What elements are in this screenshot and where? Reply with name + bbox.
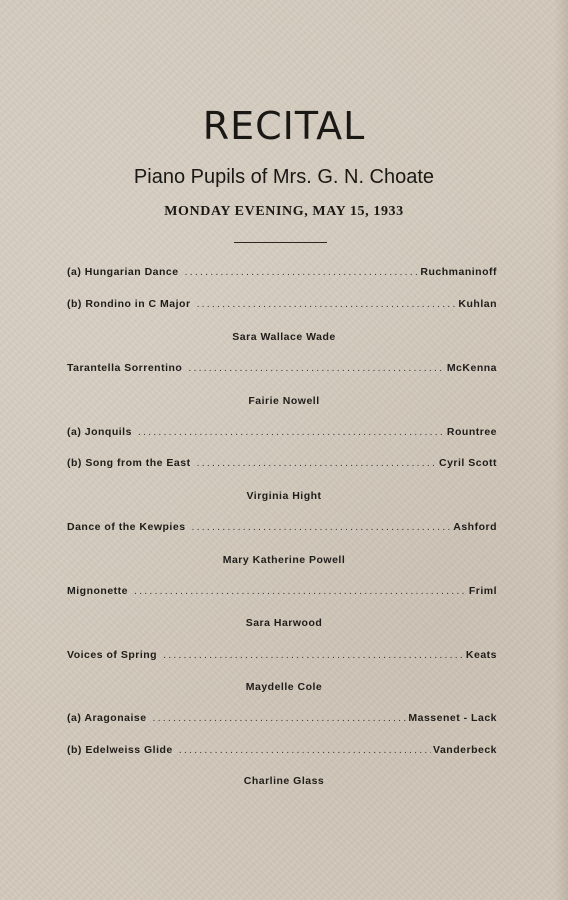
composer-name: Massenet - Lack (408, 712, 497, 724)
program-row (67, 649, 497, 665)
performer-name: Fairie Nowell (248, 395, 320, 407)
dot-leader (179, 744, 431, 756)
program-row (67, 266, 497, 282)
piece-title: Voices of Spring (67, 649, 158, 661)
composer-name: Cyril Scott (438, 457, 497, 469)
dot-leader (185, 266, 419, 278)
piece-title: Tarantella Sorrentino (67, 362, 183, 374)
composer-name: Keats (465, 649, 497, 661)
program-row (67, 744, 497, 760)
dot-leader (153, 712, 407, 724)
performer-name: Virginia Hight (246, 490, 322, 502)
program-row (67, 298, 497, 314)
dot-leader (197, 298, 457, 310)
composer-name: Ashford (453, 521, 497, 533)
program-row (67, 457, 497, 473)
performer-name: Mary Katherine Powell (222, 554, 346, 566)
composer-name: McKenna (446, 362, 497, 374)
program-row (67, 426, 497, 442)
program-row (67, 362, 497, 378)
dot-leader (188, 362, 444, 374)
event-date: MONDAY EVENING, MAY 15, 1933 (164, 204, 404, 219)
dot-leader (134, 585, 467, 597)
page-title: RECITAL (202, 104, 366, 148)
piece-title: Dance of the Kewpies (67, 521, 186, 533)
composer-name: Friml (468, 585, 497, 597)
composer-name: Kuhlan (458, 298, 497, 310)
dot-leader (138, 426, 445, 438)
piece-title: (a) Jonquils (67, 426, 132, 438)
program-row (67, 712, 497, 728)
dot-leader (192, 521, 452, 533)
performer-name: Maydelle Cole (245, 681, 323, 693)
dot-leader (197, 457, 437, 469)
composer-name: Vanderbeck (433, 744, 497, 756)
piece-title: (b) Edelweiss Glide (67, 744, 173, 756)
program-row (67, 585, 497, 601)
program-row (67, 521, 497, 537)
dot-leader (163, 649, 464, 661)
piece-title: (a) Aragonaise (67, 712, 147, 724)
piece-title: (b) Song from the East (67, 457, 191, 469)
divider (234, 242, 327, 243)
performer-name: Sara Harwood (245, 617, 323, 629)
page-subtitle: Piano Pupils of Mrs. G. N. Choate (133, 166, 435, 188)
performer-name: Sara Wallace Wade (232, 331, 336, 343)
piece-title: (a) Hungarian Dance (67, 266, 179, 278)
piece-title: Mignonette (67, 585, 128, 597)
performer-name: Charline Glass (243, 775, 325, 787)
piece-title: (b) Rondino in C Major (67, 298, 191, 310)
composer-name: Ruchmaninoff (420, 266, 497, 278)
composer-name: Rountree (446, 426, 497, 438)
